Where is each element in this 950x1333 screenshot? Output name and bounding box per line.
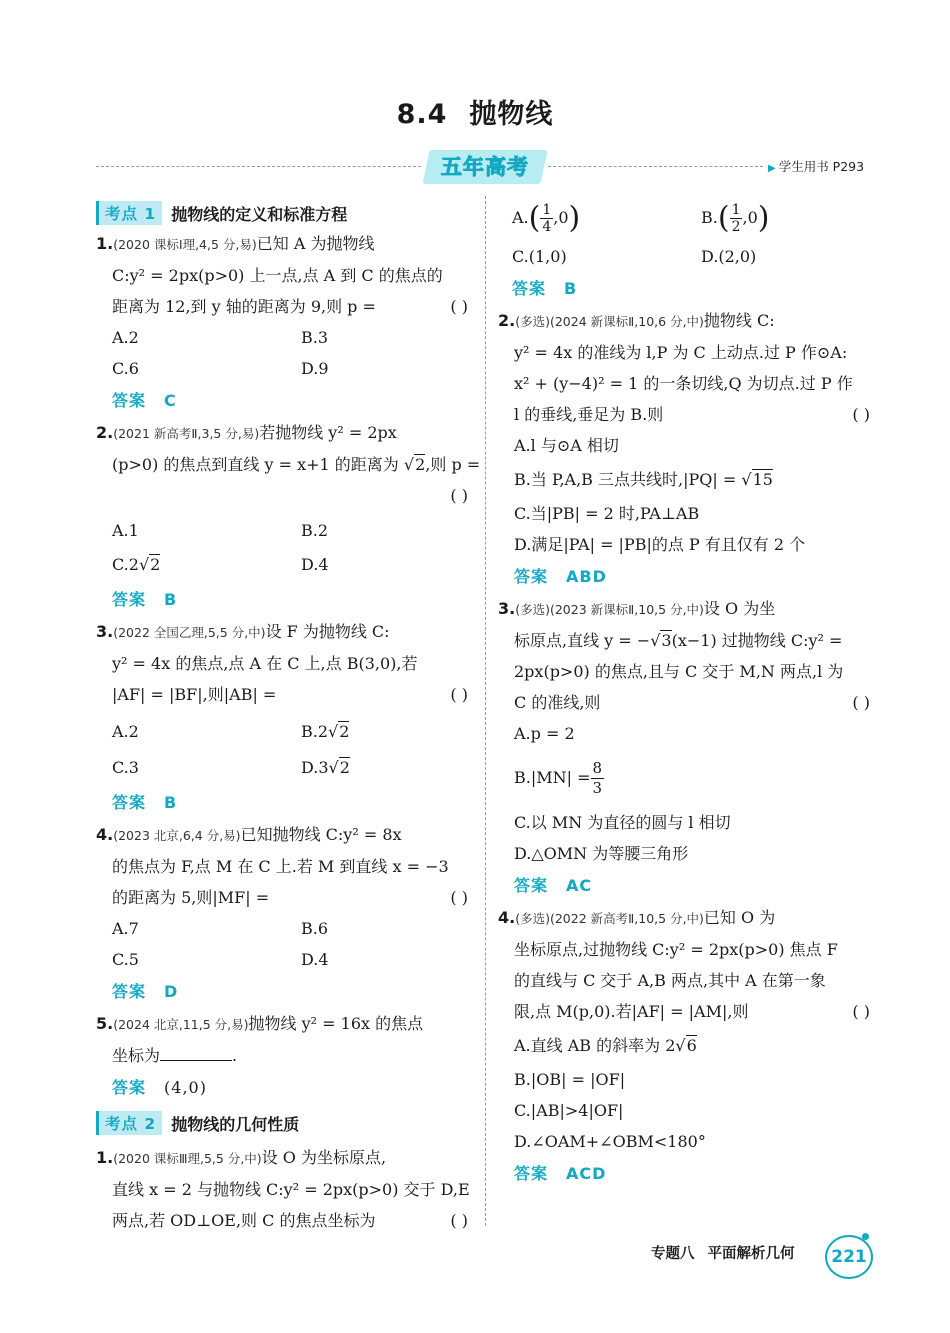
question-line: x² + (y−4)² = 1 的一条切线,Q 为切点.过 P 作 bbox=[514, 373, 853, 393]
numerator: 1 bbox=[542, 202, 552, 218]
question-text: 距离为 12,到 y 轴的距离为 9,则 p = bbox=[112, 297, 376, 316]
option-c: C.|AB|>4|OF| bbox=[514, 1100, 624, 1120]
question-5 bbox=[96, 1008, 472, 1104]
answer-label: 答案 bbox=[112, 391, 147, 410]
option-b bbox=[498, 749, 874, 807]
question-source: (多选)(2022 新高考Ⅱ,10,5 分,中) bbox=[515, 910, 704, 926]
question-source: (2021 新高考Ⅱ,3,5 分,易) bbox=[113, 426, 260, 441]
section-heading: 抛物线的几何性质 bbox=[171, 1114, 300, 1134]
options bbox=[96, 913, 472, 975]
numerator: 8 bbox=[592, 758, 603, 777]
question-text: ,则 p = bbox=[425, 455, 481, 474]
question-text: (x−1) 过抛物线 C:y² = bbox=[671, 630, 843, 650]
options bbox=[96, 322, 472, 384]
student-book-reference bbox=[768, 157, 864, 175]
option-d: D.(2,0) bbox=[701, 246, 757, 266]
question-text: 已知 O 为 bbox=[703, 907, 776, 927]
numerator: 1 bbox=[731, 202, 741, 218]
option-text: D.3√ bbox=[301, 758, 339, 777]
answer-label: 答案 bbox=[112, 793, 147, 812]
answer-paren: ( ) bbox=[852, 404, 870, 424]
question-line bbox=[96, 228, 472, 260]
option-b bbox=[701, 196, 888, 241]
option-c: C.(1,0) bbox=[512, 246, 567, 266]
question-line bbox=[96, 1040, 472, 1071]
option-text: B.当 P,A,B 三点共线时,|PQ| = √ bbox=[514, 469, 752, 489]
option-text: A.直线 AB 的斜率为 2√ bbox=[514, 1035, 686, 1055]
question-text: 设 O 为坐标原点, bbox=[261, 1148, 387, 1167]
triangle-right-icon: ▶ bbox=[768, 163, 776, 174]
question-line bbox=[96, 1205, 472, 1236]
fraction bbox=[730, 202, 743, 235]
option-d: D.4 bbox=[301, 950, 329, 969]
option-c: C.5 bbox=[112, 950, 139, 969]
left-paren: ( bbox=[528, 200, 541, 236]
question-number: 5. bbox=[96, 1014, 114, 1033]
question-text: 抛物线 C: bbox=[703, 310, 775, 330]
question-number: 4. bbox=[96, 825, 114, 844]
answer-paren: ( ) bbox=[450, 888, 468, 907]
question-line bbox=[96, 417, 472, 449]
options bbox=[96, 515, 472, 583]
question-text: l 的垂线,垂足为 B.则 bbox=[514, 404, 664, 424]
option-a: A.1 bbox=[112, 521, 139, 540]
left-column bbox=[96, 196, 481, 1236]
denominator: 2 bbox=[731, 219, 741, 235]
question-text: 已知 A 为抛物线 bbox=[256, 234, 375, 253]
header-rule-left bbox=[96, 166, 421, 167]
question-line bbox=[498, 399, 874, 430]
option-text: C.2√ bbox=[112, 555, 150, 574]
radicand: 2 bbox=[415, 455, 426, 474]
question-text: 若抛物线 y² = 2px bbox=[259, 423, 397, 442]
answer-value: D bbox=[164, 982, 179, 1001]
answer-label: 答案 bbox=[514, 1163, 549, 1183]
question-text: 限,点 M(p,0).若|AF| = |AM|,则 bbox=[514, 1001, 749, 1021]
answer-label: 答案 bbox=[512, 278, 547, 298]
denominator: 4 bbox=[542, 219, 552, 235]
question-line bbox=[96, 616, 472, 648]
option-d: D.9 bbox=[301, 359, 329, 378]
page-title bbox=[0, 92, 950, 131]
section-header-2 bbox=[96, 1108, 472, 1138]
question-text: . bbox=[232, 1046, 238, 1065]
left-paren: ( bbox=[717, 200, 730, 236]
question-line bbox=[96, 1008, 472, 1040]
question-8 bbox=[498, 593, 874, 902]
section-header-1 bbox=[96, 198, 472, 228]
page-number: 221 bbox=[831, 1247, 867, 1267]
answer-paren: ( ) bbox=[852, 692, 870, 712]
right-column bbox=[498, 196, 874, 1190]
question-1 bbox=[96, 228, 472, 417]
answer-paren: ( ) bbox=[450, 685, 468, 704]
answer bbox=[96, 1071, 472, 1104]
question-line bbox=[498, 996, 874, 1027]
question-line: y² = 4x 的焦点,点 A 在 C 上,点 B(3,0),若 bbox=[112, 654, 418, 673]
answer-value: B bbox=[164, 793, 178, 812]
question-number: 1. bbox=[96, 234, 114, 253]
option-d: D.满足|PA| = |PB|的点 P 有且仅有 2 个 bbox=[514, 534, 806, 554]
answer-label: 答案 bbox=[112, 982, 147, 1001]
question-line: 2px(p>0) 的焦点,且与 C 交于 M,N 两点,l 为 bbox=[514, 661, 844, 681]
question-line bbox=[498, 687, 874, 718]
question-line bbox=[498, 625, 874, 656]
answer bbox=[96, 384, 472, 417]
option-a: A.p = 2 bbox=[514, 723, 575, 743]
answer-value: B bbox=[564, 278, 578, 298]
question-number: 2. bbox=[498, 310, 516, 330]
answer-value: B bbox=[164, 590, 178, 609]
option-a bbox=[498, 1027, 874, 1064]
option-text: B.|MN| = bbox=[514, 767, 591, 787]
question-number: 1. bbox=[96, 1148, 114, 1167]
question-line bbox=[498, 593, 874, 625]
question-9 bbox=[498, 902, 874, 1190]
radicand: 6 bbox=[686, 1035, 697, 1055]
option-d: D.∠OAM+∠OBM<180° bbox=[514, 1131, 706, 1151]
question-source: (2020 课标Ⅰ理,4,5 分,易) bbox=[113, 237, 257, 252]
options bbox=[498, 196, 874, 241]
denominator: 3 bbox=[592, 778, 603, 797]
section-tag: 考点 1 bbox=[96, 201, 162, 225]
banner-label: 五年高考 bbox=[441, 155, 529, 179]
question-text: 设 F 为抛物线 C: bbox=[265, 622, 390, 641]
question-4 bbox=[96, 819, 472, 1008]
answer bbox=[498, 1157, 874, 1190]
option-d: D.△OMN 为等腰三角形 bbox=[514, 843, 689, 863]
answer-value: ABD bbox=[566, 566, 607, 586]
answer-paren: ( ) bbox=[852, 1001, 870, 1021]
question-text: |AF| = |BF|,则|AB| = bbox=[112, 685, 277, 704]
question-text: 已知抛物线 C:y² = 8x bbox=[240, 825, 402, 844]
question-number: 2. bbox=[96, 423, 114, 442]
question-line: 的直线与 C 交于 A,B 两点,其中 A 在第一象 bbox=[514, 970, 826, 990]
question-text: 抛物线 y² = 16x 的焦点 bbox=[248, 1014, 424, 1033]
option-a: A.l 与⊙A 相切 bbox=[514, 435, 619, 455]
answer-value: ACD bbox=[566, 1163, 607, 1183]
question-3 bbox=[96, 616, 472, 819]
right-paren: ) bbox=[568, 200, 581, 236]
option-d: D.4 bbox=[301, 555, 329, 574]
question-6 bbox=[96, 1142, 472, 1236]
question-number: 3. bbox=[498, 598, 516, 618]
option-b: B.6 bbox=[301, 919, 329, 938]
fraction bbox=[540, 202, 553, 235]
footer-chapter-label: 专题八 平面解析几何 bbox=[651, 1246, 795, 1262]
question-text: (p>0) 的焦点到直线 y = x+1 的距离为 √ bbox=[112, 455, 415, 474]
question-2 bbox=[96, 417, 481, 616]
question-text: 两点,若 OD⊥OE,则 C 的焦点坐标为 bbox=[112, 1211, 376, 1230]
question-line: y² = 4x 的准线为 l,P 为 C 上动点.过 P 作⊙A: bbox=[514, 342, 848, 362]
question-line bbox=[96, 449, 481, 480]
section-number: 8.4 bbox=[396, 99, 448, 130]
question-line bbox=[96, 819, 472, 851]
option-c: C.当|PB| = 2 时,PA⊥AB bbox=[514, 503, 700, 523]
right-paren: ) bbox=[757, 200, 770, 236]
answer bbox=[96, 975, 472, 1008]
question-source: (多选)(2024 新课标Ⅱ,10,6 分,中) bbox=[515, 313, 704, 329]
question-text: 标原点,直线 y = −√ bbox=[514, 630, 661, 650]
answer-value: C bbox=[164, 391, 177, 410]
question-text: 设 O 为坐 bbox=[703, 598, 776, 618]
question-7 bbox=[498, 305, 874, 593]
question-line: C:y² = 2px(p>0) 上一点,点 A 到 C 的焦点的 bbox=[112, 266, 443, 285]
option-text: A. bbox=[512, 208, 529, 227]
student-ref-text: 学生用书 P293 bbox=[778, 159, 865, 174]
answer-label: 答案 bbox=[514, 875, 549, 895]
header-rule-right bbox=[548, 166, 763, 167]
question-6-options bbox=[498, 196, 874, 305]
question-source: (2024 北京,11,5 分,易) bbox=[113, 1017, 249, 1032]
question-line bbox=[96, 480, 472, 511]
radicand: 2 bbox=[150, 555, 161, 574]
question-line: 直线 x = 2 与抛物线 C:y² = 2px(p>0) 交于 D,E bbox=[112, 1180, 470, 1199]
option-c: C.6 bbox=[112, 359, 139, 378]
answer-paren: ( ) bbox=[450, 486, 468, 505]
radicand: 2 bbox=[339, 758, 350, 777]
question-line bbox=[96, 1142, 472, 1174]
radicand: 3 bbox=[661, 630, 672, 650]
answer-value: AC bbox=[566, 875, 593, 895]
page-dot-icon bbox=[862, 1233, 869, 1240]
option-b: B.2 bbox=[301, 521, 329, 540]
question-text: C 的准线,则 bbox=[514, 692, 601, 712]
option-c: C.以 MN 为直径的圆与 l 相切 bbox=[514, 812, 731, 832]
option-b bbox=[498, 461, 874, 498]
option-text: ,0 bbox=[553, 208, 569, 227]
question-line bbox=[96, 291, 472, 322]
answer-label: 答案 bbox=[112, 590, 147, 609]
answer-value: (4,0) bbox=[164, 1078, 207, 1097]
section-heading: 抛物线的定义和标准方程 bbox=[171, 204, 348, 224]
question-number: 4. bbox=[498, 907, 516, 927]
radicand: 15 bbox=[752, 469, 773, 489]
answer-paren: ( ) bbox=[450, 1211, 468, 1230]
option-c bbox=[112, 546, 301, 583]
fraction bbox=[591, 759, 605, 798]
option-a: A.2 bbox=[112, 722, 139, 741]
question-source: (2023 北京,6,4 分,易) bbox=[113, 828, 241, 843]
answer bbox=[498, 560, 874, 593]
option-a bbox=[512, 196, 701, 241]
question-line bbox=[498, 305, 874, 337]
question-source: (多选)(2023 新课标Ⅱ,10,5 分,中) bbox=[515, 601, 704, 617]
answer bbox=[498, 869, 874, 902]
question-text: 坐标为 bbox=[112, 1046, 161, 1065]
question-line bbox=[498, 902, 874, 934]
answer-label: 答案 bbox=[112, 1078, 147, 1097]
options bbox=[96, 714, 472, 786]
section-title: 抛物线 bbox=[469, 99, 554, 130]
answer-paren: ( ) bbox=[450, 297, 468, 316]
question-line: 的焦点为 F,点 M 在 C 上.若 M 到直线 x = −3 bbox=[112, 857, 449, 876]
options bbox=[498, 241, 874, 272]
option-a: A.2 bbox=[112, 328, 139, 347]
answer-label: 答案 bbox=[514, 566, 549, 586]
fill-blank bbox=[160, 1060, 232, 1061]
radicand: 2 bbox=[339, 722, 350, 741]
question-text: 的距离为 5,则|MF| = bbox=[112, 888, 270, 907]
option-b: B.3 bbox=[301, 328, 329, 347]
option-d bbox=[301, 750, 488, 786]
option-text: ,0 bbox=[742, 208, 758, 227]
section-tag: 考点 2 bbox=[96, 1111, 162, 1135]
option-b bbox=[301, 714, 488, 750]
question-line bbox=[96, 882, 472, 913]
answer bbox=[96, 583, 472, 616]
question-line bbox=[96, 679, 472, 710]
answer bbox=[96, 786, 472, 819]
question-source: (2020 课标Ⅲ理,5,5 分,中) bbox=[113, 1151, 262, 1166]
option-a: A.7 bbox=[112, 919, 139, 938]
question-number: 3. bbox=[96, 622, 114, 641]
answer bbox=[498, 272, 874, 305]
question-line: 坐标原点,过抛物线 C:y² = 2px(p>0) 焦点 F bbox=[514, 939, 838, 959]
question-source: (2022 全国乙理,5,5 分,中) bbox=[113, 625, 266, 640]
option-c: C.3 bbox=[112, 758, 139, 777]
option-text: B. bbox=[701, 208, 718, 227]
option-b: B.|OB| = |OF| bbox=[514, 1069, 626, 1089]
option-text: B.2√ bbox=[301, 722, 339, 741]
